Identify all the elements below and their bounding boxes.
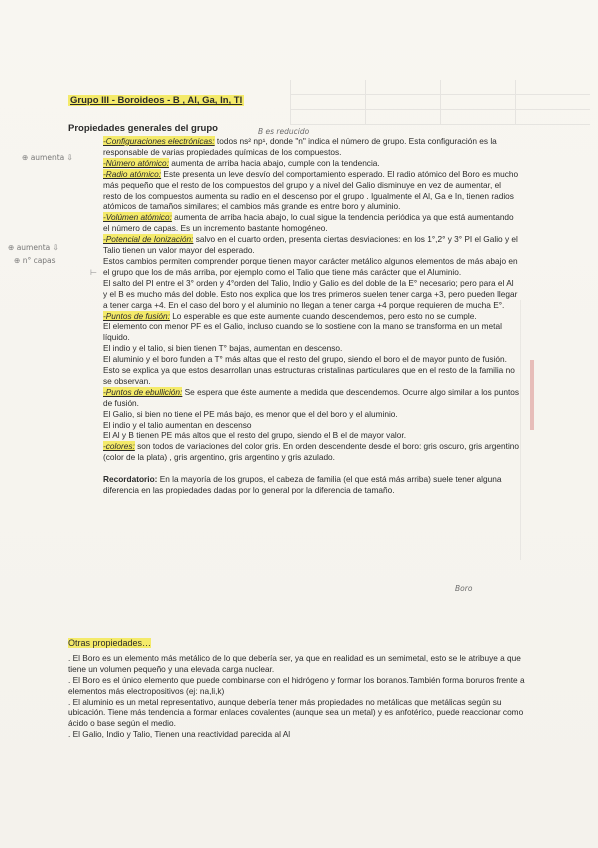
label-volumen-atomico: -Volúmen atómico: <box>103 212 172 223</box>
handwritten-boro-note: Boro <box>455 584 473 593</box>
otras-item: . El Boro es el único elemento que puede combinarse con el hidrógeno y formar los boranos.También forma boruros frente a elementos más electropositivos (ej: na,li,k) <box>68 674 525 696</box>
otras-item: . El aluminio es un metal representativo, aunque debería tener más propiedades no metálicas que metálicas según su ubicación. Tiene más tendencia a formar enlaces covalentes (aunque sea un metal) y es anfotérico, puede reaccionar como ácido o base según el medio. <box>68 696 524 729</box>
label-configuraciones: -Configuraciones electrónicas: <box>103 136 215 146</box>
bleed-row <box>290 110 590 125</box>
handwritten-aumenta-2: ⊕ aumenta ⇩ <box>8 243 59 252</box>
bleed-row <box>290 80 590 95</box>
label-potencial-ionizacion: -Potencial de Ionización: <box>103 234 194 245</box>
arrow-down-icon: ⇩ <box>52 243 59 252</box>
circle-icon: ⊕ <box>8 243 15 252</box>
label-puntos-ebullicion: -Puntos de ebullición: <box>103 386 183 397</box>
paragraph-configuraciones: -Configuraciones electrónicas: todos ns² np¹, donde "n" indica el número de grupo. Esta configuración es la responsable de varias propiedades químicas de los compuestos. <box>103 136 497 157</box>
otras-propiedades-section <box>68 638 538 740</box>
bleed-through-table <box>290 80 590 122</box>
paragraph-radio-atomico: -Radio atómico: Este presenta un leve desvío del comportamiento esperado. El radio atómico del Boro es mucho más pequeño que el resto de los compuestos del grupo y a nivel del Galio disminuye en vez de aumentar, el resto de los compuestos aumenta su radio en el descenso por el grupo . Igualmente el Al, Ga e In, tienen radios atómicos de tamaños similares; el cambios más grande es entre boro y aluminio. <box>103 168 519 212</box>
circle-icon: ⊕ <box>14 256 21 265</box>
properties-body <box>103 136 520 496</box>
arrow-down-icon: ⇩ <box>66 153 73 162</box>
handwritten-capas: ⊕ n° capas <box>14 256 56 265</box>
recordatorio-paragraph: Recordatorio: En la mayoría de los grupos, el cabeza de familia (el que está más arriba) suele tener alguna diferencia en las propiedades dadas por lo general por la diferencia de tamaño. <box>103 474 502 496</box>
paragraph-volumen-atomico: -Volúmen atómico: aumenta de arriba hacia abajo, lo cual sigue la tendencia periódica ya que está aumentando el número de capas. Es un incremento bastante homogéneo. <box>103 212 514 234</box>
paragraph-puntos-ebullicion: -Puntos de ebullición: Se espera que éste aumente a medida que descendemos. Ocurre algo similar a los puntos de fusión. <box>103 386 520 408</box>
label-numero-atomico: -Número atómico: <box>103 157 169 168</box>
paragraph-text: El indio y el talio, si bien tienen T° bajas, aumentan en descenso. <box>103 343 343 354</box>
label-colores: -colores: <box>103 441 135 452</box>
paragraph-puntos-fusion: -Puntos de fusión: Lo esperable es que este aumente cuando descendemos, pero esto no se cumple. <box>103 310 477 321</box>
paragraph-text: El Al y B tienen PE más altos que el resto del grupo, siendo el B el de mayor valor. <box>103 430 407 441</box>
handwritten-mark: ⊢ <box>90 268 97 277</box>
otras-item: . El Galio, Indio y Talio, Tienen una reactividad parecida al Al <box>68 729 291 740</box>
paragraph-text: El indio y el talio aumentan en descenso <box>103 419 252 430</box>
section-heading: Propiedades generales del grupo <box>68 123 218 134</box>
bleed-through-column <box>520 300 591 560</box>
otras-item: . El Boro es un elemento más metálico de lo que debería ser, ya que en realidad es un semimetal, esto se le atribuye a que tiene un volumen pequeño y una elevada carga nuclear. <box>68 652 521 674</box>
recordatorio-label: Recordatorio: <box>103 474 158 485</box>
otras-heading: Otras propiedades… <box>68 638 152 648</box>
circle-icon: ⊕ <box>22 153 29 162</box>
paragraph-text: El Galio, si bien no tiene el PE más bajo, es menor que el del boro y el aluminio. <box>103 408 398 419</box>
paragraph-colores: -colores: son todos de variaciones del color gris. En orden descendente desde el boro: gris oscuro, gris argentino (color de la plata) , gris argentino, gris argentino y gris azulado. <box>103 441 520 463</box>
bleed-through-arrow <box>530 360 534 430</box>
paragraph-numero-atomico: -Número atómico: aumenta de arriba hacia abajo, cumple con la tendencia. <box>103 157 380 168</box>
bleed-row <box>290 95 590 110</box>
paragraph-text: El salto del PI entre el 3° orden y 4°orden del Talio, Indio y Galio es del doble de la E° necesario; pero para el Al y el B es mucho más del doble. Esto nos explica que los tres primeros suelen tener carga +3, pero pueden llegar a tener carga +4. En el caso del boro y el aluminio no llegan a tener carga +4 porque requieren de mucha E°. <box>103 277 518 310</box>
paragraph-text: Estos cambios permiten comprender porque tienen mayor carácter metálico algunos elementos de más abajo en el grupo que los de más arriba, por ejemplo como el Talio que tiene más carácter que el Aluminio. <box>103 255 518 277</box>
label-radio-atomico: -Radio atómico: <box>103 168 162 179</box>
handwritten-top-note: B es reducido <box>258 127 310 136</box>
page-title: Grupo III - Boroideos - B , Al, Ga, In, Tl <box>70 95 243 106</box>
paragraph-potencial-ionizacion: -Potencial de Ionización: salvo en el cuarto orden, presenta ciertas desviaciones: en los 1°,2° y 3° PI el Galio y el Talio tienen un valor mayor del esperado. <box>103 234 518 256</box>
paragraph-text: El elemento con menor PF es el Galio, incluso cuando se lo sostiene con la mano se transforma en un metal líquido. <box>103 321 502 343</box>
paragraph-text: El aluminio y el boro funden a T° más altas que el resto del grupo, siendo el boro el de mayor punto de fusión. Esto se explica ya que estos desarrollan unas estructuras cristalinas particulares que en el resto de la familia no se observan. <box>103 354 515 386</box>
handwritten-aumenta-1: ⊕ aumenta ⇩ <box>22 153 73 162</box>
label-puntos-fusion: -Puntos de fusión: <box>103 310 170 321</box>
